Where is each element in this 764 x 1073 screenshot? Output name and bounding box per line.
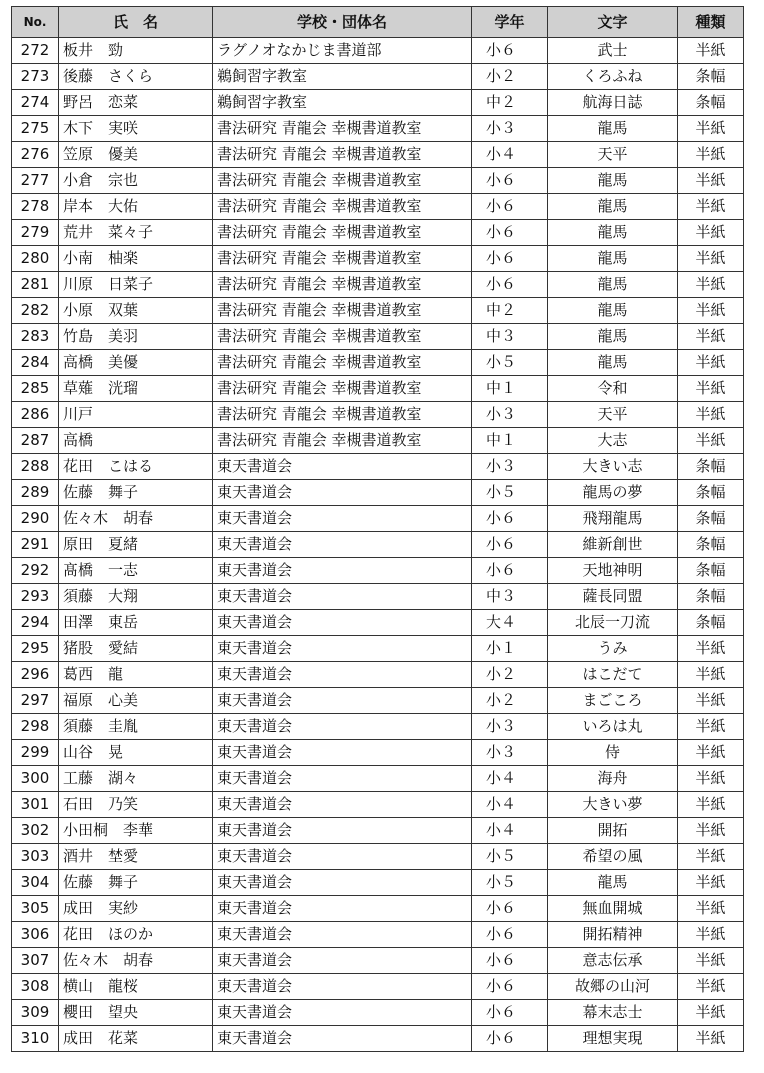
row-characters-cell: はこだて [548, 662, 678, 688]
table-row [12, 662, 744, 688]
row-characters-cell: 龍馬 [548, 324, 678, 350]
row-grade-cell: 小２ [472, 688, 548, 714]
row-grade-cell: 小６ [472, 220, 548, 246]
row-name-cell: 成田 実紗 [59, 896, 213, 922]
row-grade-cell: 中３ [472, 584, 548, 610]
row-org-cell: 東天書道会 [213, 844, 472, 870]
table-row [12, 740, 744, 766]
row-characters-cell: 龍馬 [548, 194, 678, 220]
row-no-cell: 301 [12, 792, 59, 818]
row-org-cell: 東天書道会 [213, 818, 472, 844]
row-kind-cell: 半紙 [678, 688, 744, 714]
row-kind-cell: 条幅 [678, 558, 744, 584]
row-no-cell: 273 [12, 64, 59, 90]
row-org-cell: 書法研究 青龍会 幸槻書道教室 [213, 168, 472, 194]
table-row [12, 428, 744, 454]
row-grade-cell: 小６ [472, 38, 548, 64]
header-grade: 学年 [472, 7, 548, 38]
row-org-cell: 東天書道会 [213, 922, 472, 948]
table-row [12, 532, 744, 558]
row-grade-cell: 小４ [472, 792, 548, 818]
table-row [12, 766, 744, 792]
row-characters-cell: 天平 [548, 402, 678, 428]
row-org-cell: 書法研究 青龍会 幸槻書道教室 [213, 272, 472, 298]
row-no-cell: 281 [12, 272, 59, 298]
row-grade-cell: 小５ [472, 870, 548, 896]
row-no-cell: 277 [12, 168, 59, 194]
participant-table [11, 6, 744, 1052]
row-characters-cell: 天地神明 [548, 558, 678, 584]
row-kind-cell: 条幅 [678, 610, 744, 636]
table-row [12, 610, 744, 636]
row-kind-cell: 条幅 [678, 532, 744, 558]
row-characters-cell: 大志 [548, 428, 678, 454]
row-name-cell: 小田桐 李華 [59, 818, 213, 844]
row-org-cell: 書法研究 青龍会 幸槻書道教室 [213, 194, 472, 220]
row-org-cell: 書法研究 青龍会 幸槻書道教室 [213, 220, 472, 246]
row-characters-cell: 無血開城 [548, 896, 678, 922]
row-no-cell: 275 [12, 116, 59, 142]
table-row [12, 688, 744, 714]
row-no-cell: 309 [12, 1000, 59, 1026]
row-org-cell: 書法研究 青龍会 幸槻書道教室 [213, 116, 472, 142]
row-kind-cell: 条幅 [678, 64, 744, 90]
row-kind-cell: 半紙 [678, 766, 744, 792]
row-no-cell: 280 [12, 246, 59, 272]
row-name-cell: 高橋 [59, 428, 213, 454]
header-name: 氏 名 [59, 7, 213, 38]
row-characters-cell: 天平 [548, 142, 678, 168]
row-characters-cell: 侍 [548, 740, 678, 766]
row-org-cell: 東天書道会 [213, 714, 472, 740]
row-kind-cell: 半紙 [678, 168, 744, 194]
row-no-cell: 288 [12, 454, 59, 480]
row-org-cell: 書法研究 青龍会 幸槻書道教室 [213, 246, 472, 272]
row-name-cell: 工藤 湖々 [59, 766, 213, 792]
row-kind-cell: 条幅 [678, 454, 744, 480]
row-characters-cell: 龍馬 [548, 116, 678, 142]
row-grade-cell: 小６ [472, 1026, 548, 1052]
row-kind-cell: 半紙 [678, 792, 744, 818]
row-characters-cell: くろふね [548, 64, 678, 90]
row-name-cell: 岸本 大佑 [59, 194, 213, 220]
row-characters-cell: 大きい夢 [548, 792, 678, 818]
row-no-cell: 295 [12, 636, 59, 662]
table-row [12, 844, 744, 870]
table-body [12, 38, 744, 1052]
row-grade-cell: 小２ [472, 64, 548, 90]
row-name-cell: 板井 勁 [59, 38, 213, 64]
header-kind: 種類 [678, 7, 744, 38]
row-grade-cell: 大４ [472, 610, 548, 636]
row-org-cell: 東天書道会 [213, 662, 472, 688]
row-no-cell: 289 [12, 480, 59, 506]
row-no-cell: 302 [12, 818, 59, 844]
row-name-cell: 石田 乃笑 [59, 792, 213, 818]
row-grade-cell: 中２ [472, 298, 548, 324]
row-kind-cell: 半紙 [678, 272, 744, 298]
row-org-cell: 東天書道会 [213, 584, 472, 610]
row-characters-cell: 令和 [548, 376, 678, 402]
row-grade-cell: 小５ [472, 350, 548, 376]
row-no-cell: 287 [12, 428, 59, 454]
row-characters-cell: 航海日誌 [548, 90, 678, 116]
row-characters-cell: 開拓 [548, 818, 678, 844]
row-name-cell: 佐藤 舞子 [59, 480, 213, 506]
row-kind-cell: 半紙 [678, 662, 744, 688]
row-org-cell: 書法研究 青龍会 幸槻書道教室 [213, 376, 472, 402]
row-kind-cell: 半紙 [678, 194, 744, 220]
row-grade-cell: 小６ [472, 948, 548, 974]
table-row [12, 714, 744, 740]
row-grade-cell: 小２ [472, 662, 548, 688]
row-kind-cell: 半紙 [678, 38, 744, 64]
header-org: 学校・団体名 [213, 7, 472, 38]
row-characters-cell: 龍馬の夢 [548, 480, 678, 506]
row-org-cell: 書法研究 青龍会 幸槻書道教室 [213, 350, 472, 376]
row-name-cell: 佐藤 舞子 [59, 870, 213, 896]
row-org-cell: 東天書道会 [213, 740, 472, 766]
table-row [12, 246, 744, 272]
table-row [12, 636, 744, 662]
row-no-cell: 274 [12, 90, 59, 116]
row-name-cell: 福原 心美 [59, 688, 213, 714]
row-name-cell: 須藤 圭胤 [59, 714, 213, 740]
row-name-cell: 花田 ほのか [59, 922, 213, 948]
row-no-cell: 306 [12, 922, 59, 948]
row-kind-cell: 半紙 [678, 324, 744, 350]
row-kind-cell: 半紙 [678, 246, 744, 272]
row-grade-cell: 小６ [472, 194, 548, 220]
row-no-cell: 282 [12, 298, 59, 324]
table-row [12, 922, 744, 948]
row-grade-cell: 小６ [472, 1000, 548, 1026]
row-grade-cell: 小１ [472, 636, 548, 662]
row-characters-cell: 龍馬 [548, 220, 678, 246]
row-name-cell: 竹島 美羽 [59, 324, 213, 350]
row-kind-cell: 条幅 [678, 480, 744, 506]
row-name-cell: 櫻田 望央 [59, 1000, 213, 1026]
row-characters-cell: 龍馬 [548, 272, 678, 298]
row-no-cell: 300 [12, 766, 59, 792]
row-grade-cell: 小６ [472, 974, 548, 1000]
table-row [12, 1026, 744, 1052]
row-name-cell: 小倉 宗也 [59, 168, 213, 194]
table-row [12, 896, 744, 922]
row-no-cell: 278 [12, 194, 59, 220]
row-characters-cell: いろは丸 [548, 714, 678, 740]
row-grade-cell: 小６ [472, 506, 548, 532]
table-row [12, 38, 744, 64]
row-org-cell: ラグノオなかじま書道部 [213, 38, 472, 64]
row-grade-cell: 小４ [472, 818, 548, 844]
row-kind-cell: 半紙 [678, 298, 744, 324]
table-row [12, 558, 744, 584]
row-characters-cell: 飛翔龍馬 [548, 506, 678, 532]
row-grade-cell: 中１ [472, 428, 548, 454]
row-characters-cell: うみ [548, 636, 678, 662]
row-org-cell: 東天書道会 [213, 948, 472, 974]
row-grade-cell: 小４ [472, 142, 548, 168]
table-row [12, 298, 744, 324]
table-row [12, 584, 744, 610]
row-name-cell: 酒井 埜愛 [59, 844, 213, 870]
row-name-cell: 木下 実咲 [59, 116, 213, 142]
row-kind-cell: 半紙 [678, 1026, 744, 1052]
row-characters-cell: 龍馬 [548, 168, 678, 194]
row-grade-cell: 小３ [472, 454, 548, 480]
row-name-cell: 横山 龍桜 [59, 974, 213, 1000]
table-row [12, 792, 744, 818]
row-name-cell: 草薙 洸瑠 [59, 376, 213, 402]
row-grade-cell: 中１ [472, 376, 548, 402]
row-grade-cell: 小３ [472, 116, 548, 142]
row-kind-cell: 半紙 [678, 402, 744, 428]
table-row [12, 818, 744, 844]
row-kind-cell: 半紙 [678, 870, 744, 896]
row-no-cell: 291 [12, 532, 59, 558]
row-no-cell: 308 [12, 974, 59, 1000]
row-characters-cell: 幕末志士 [548, 1000, 678, 1026]
table-row [12, 142, 744, 168]
row-org-cell: 書法研究 青龍会 幸槻書道教室 [213, 142, 472, 168]
row-org-cell: 鵜飼習字教室 [213, 90, 472, 116]
row-name-cell: 葛西 龍 [59, 662, 213, 688]
row-name-cell: 佐々木 胡春 [59, 948, 213, 974]
row-name-cell: 小南 柚楽 [59, 246, 213, 272]
row-no-cell: 285 [12, 376, 59, 402]
row-kind-cell: 半紙 [678, 740, 744, 766]
row-grade-cell: 小５ [472, 844, 548, 870]
row-kind-cell: 半紙 [678, 922, 744, 948]
row-name-cell: 後藤 さくら [59, 64, 213, 90]
row-grade-cell: 小４ [472, 766, 548, 792]
table-row [12, 870, 744, 896]
row-characters-cell: 海舟 [548, 766, 678, 792]
table-row [12, 194, 744, 220]
row-org-cell: 東天書道会 [213, 896, 472, 922]
row-grade-cell: 小３ [472, 740, 548, 766]
row-org-cell: 東天書道会 [213, 792, 472, 818]
row-kind-cell: 半紙 [678, 220, 744, 246]
table-row [12, 350, 744, 376]
row-org-cell: 東天書道会 [213, 636, 472, 662]
row-org-cell: 書法研究 青龍会 幸槻書道教室 [213, 428, 472, 454]
table-row [12, 974, 744, 1000]
row-name-cell: 野呂 恋菜 [59, 90, 213, 116]
table-row [12, 948, 744, 974]
row-characters-cell: 理想実現 [548, 1026, 678, 1052]
row-org-cell: 東天書道会 [213, 454, 472, 480]
table-row [12, 90, 744, 116]
row-grade-cell: 中２ [472, 90, 548, 116]
row-kind-cell: 条幅 [678, 584, 744, 610]
row-characters-cell: 北辰一刀流 [548, 610, 678, 636]
row-org-cell: 東天書道会 [213, 480, 472, 506]
row-name-cell: 成田 花菜 [59, 1026, 213, 1052]
row-characters-cell: 龍馬 [548, 870, 678, 896]
row-grade-cell: 小６ [472, 246, 548, 272]
row-characters-cell: 武士 [548, 38, 678, 64]
table-row [12, 168, 744, 194]
row-characters-cell: 龍馬 [548, 350, 678, 376]
row-no-cell: 296 [12, 662, 59, 688]
row-grade-cell: 小６ [472, 558, 548, 584]
row-characters-cell: 希望の風 [548, 844, 678, 870]
table-row [12, 1000, 744, 1026]
row-characters-cell: まごころ [548, 688, 678, 714]
row-no-cell: 286 [12, 402, 59, 428]
row-name-cell: 原田 夏緒 [59, 532, 213, 558]
row-no-cell: 290 [12, 506, 59, 532]
row-org-cell: 東天書道会 [213, 870, 472, 896]
row-grade-cell: 小６ [472, 272, 548, 298]
row-org-cell: 東天書道会 [213, 506, 472, 532]
row-kind-cell: 半紙 [678, 350, 744, 376]
row-no-cell: 279 [12, 220, 59, 246]
header-characters: 文字 [548, 7, 678, 38]
row-org-cell: 東天書道会 [213, 558, 472, 584]
row-org-cell: 鵜飼習字教室 [213, 64, 472, 90]
row-no-cell: 294 [12, 610, 59, 636]
row-grade-cell: 中３ [472, 324, 548, 350]
row-kind-cell: 半紙 [678, 116, 744, 142]
row-grade-cell: 小６ [472, 532, 548, 558]
row-characters-cell: 意志伝承 [548, 948, 678, 974]
row-name-cell: 川原 日菜子 [59, 272, 213, 298]
row-no-cell: 307 [12, 948, 59, 974]
participant-table-container [11, 6, 744, 1052]
row-name-cell: 猪股 愛結 [59, 636, 213, 662]
header-no: No. [12, 7, 59, 38]
table-row [12, 116, 744, 142]
row-name-cell: 田澤 東岳 [59, 610, 213, 636]
row-grade-cell: 小６ [472, 896, 548, 922]
row-grade-cell: 小３ [472, 714, 548, 740]
row-org-cell: 書法研究 青龍会 幸槻書道教室 [213, 402, 472, 428]
row-name-cell: 高橋 美優 [59, 350, 213, 376]
table-row [12, 324, 744, 350]
table-row [12, 454, 744, 480]
row-kind-cell: 半紙 [678, 1000, 744, 1026]
table-row [12, 272, 744, 298]
row-kind-cell: 条幅 [678, 506, 744, 532]
row-name-cell: 川戸 [59, 402, 213, 428]
row-org-cell: 書法研究 青龍会 幸槻書道教室 [213, 324, 472, 350]
row-org-cell: 東天書道会 [213, 1000, 472, 1026]
row-no-cell: 305 [12, 896, 59, 922]
row-name-cell: 小原 双葉 [59, 298, 213, 324]
row-characters-cell: 維新創世 [548, 532, 678, 558]
row-no-cell: 283 [12, 324, 59, 350]
row-no-cell: 298 [12, 714, 59, 740]
row-no-cell: 272 [12, 38, 59, 64]
row-org-cell: 東天書道会 [213, 532, 472, 558]
row-grade-cell: 小６ [472, 922, 548, 948]
table-row [12, 480, 744, 506]
row-no-cell: 304 [12, 870, 59, 896]
row-org-cell: 書法研究 青龍会 幸槻書道教室 [213, 298, 472, 324]
table-row [12, 376, 744, 402]
row-characters-cell: 大きい志 [548, 454, 678, 480]
row-org-cell: 東天書道会 [213, 610, 472, 636]
row-kind-cell: 半紙 [678, 948, 744, 974]
row-kind-cell: 条幅 [678, 90, 744, 116]
row-grade-cell: 小５ [472, 480, 548, 506]
row-org-cell: 東天書道会 [213, 766, 472, 792]
row-name-cell: 笠原 優美 [59, 142, 213, 168]
row-kind-cell: 半紙 [678, 636, 744, 662]
row-kind-cell: 半紙 [678, 818, 744, 844]
row-name-cell: 髙橋 一志 [59, 558, 213, 584]
row-name-cell: 荒井 菜々子 [59, 220, 213, 246]
table-row [12, 506, 744, 532]
row-characters-cell: 開拓精神 [548, 922, 678, 948]
row-grade-cell: 小６ [472, 168, 548, 194]
row-name-cell: 山谷 晃 [59, 740, 213, 766]
row-kind-cell: 半紙 [678, 376, 744, 402]
row-characters-cell: 故郷の山河 [548, 974, 678, 1000]
row-kind-cell: 半紙 [678, 896, 744, 922]
row-no-cell: 310 [12, 1026, 59, 1052]
row-characters-cell: 龍馬 [548, 298, 678, 324]
row-org-cell: 東天書道会 [213, 1026, 472, 1052]
row-name-cell: 須藤 大翔 [59, 584, 213, 610]
row-kind-cell: 半紙 [678, 142, 744, 168]
row-kind-cell: 半紙 [678, 714, 744, 740]
row-kind-cell: 半紙 [678, 974, 744, 1000]
row-no-cell: 292 [12, 558, 59, 584]
row-characters-cell: 薩長同盟 [548, 584, 678, 610]
row-no-cell: 299 [12, 740, 59, 766]
row-characters-cell: 龍馬 [548, 246, 678, 272]
row-no-cell: 297 [12, 688, 59, 714]
table-row [12, 402, 744, 428]
table-row [12, 64, 744, 90]
row-no-cell: 284 [12, 350, 59, 376]
row-kind-cell: 半紙 [678, 428, 744, 454]
row-kind-cell: 半紙 [678, 844, 744, 870]
row-no-cell: 293 [12, 584, 59, 610]
row-no-cell: 276 [12, 142, 59, 168]
row-name-cell: 花田 こはる [59, 454, 213, 480]
table-header-row [12, 7, 744, 38]
row-no-cell: 303 [12, 844, 59, 870]
row-org-cell: 東天書道会 [213, 688, 472, 714]
table-row [12, 220, 744, 246]
row-name-cell: 佐々木 胡春 [59, 506, 213, 532]
row-org-cell: 東天書道会 [213, 974, 472, 1000]
row-grade-cell: 小３ [472, 402, 548, 428]
